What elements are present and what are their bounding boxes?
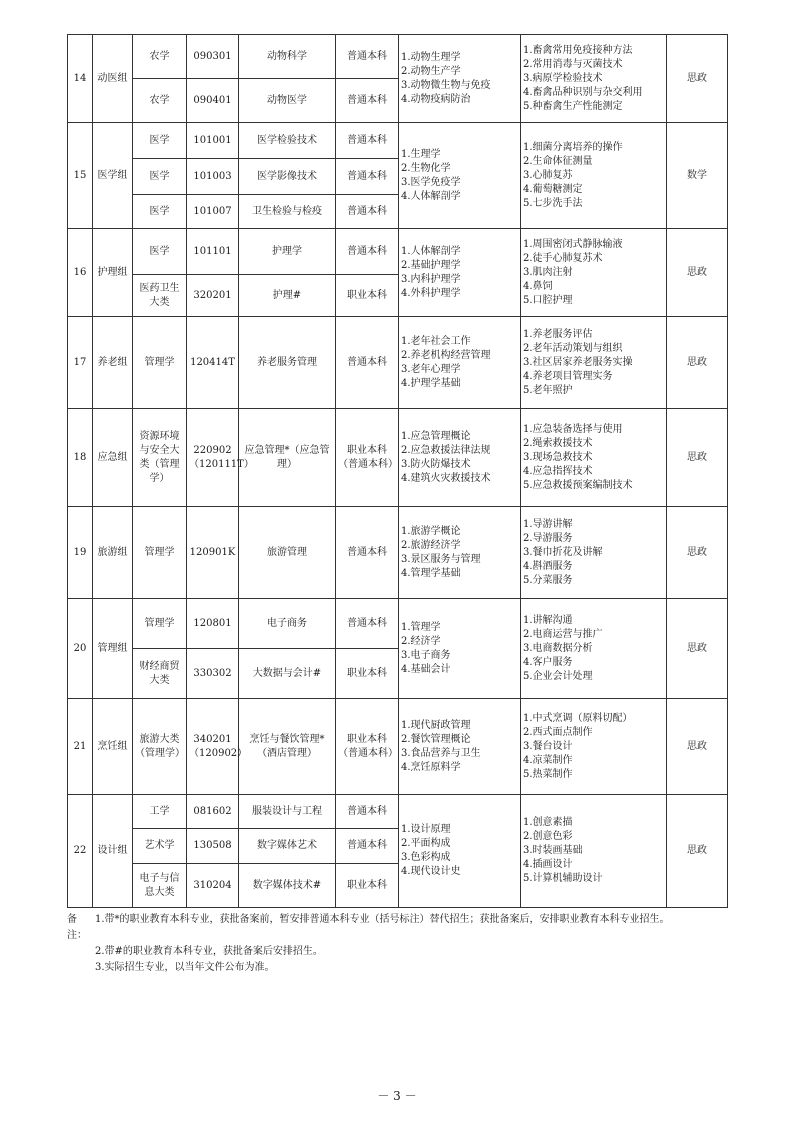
skill-items-item: 5.计算机辅助设计 xyxy=(523,873,603,884)
skill-items-item: 1.畜禽常用免疫接种方法 xyxy=(523,44,633,56)
major-code-cell: 101101 xyxy=(187,229,239,275)
major-name-cell: 旅游管理 xyxy=(239,507,336,599)
category-cell: 管理学 xyxy=(133,317,187,409)
theory-subjects-item: 1.老年社会工作 xyxy=(401,335,471,347)
extra-subject: 思政 xyxy=(667,317,728,409)
skill-items-item: 4.葡萄糖测定 xyxy=(523,183,583,195)
major-code-cell: 330302 xyxy=(187,649,239,699)
table-row xyxy=(68,699,728,795)
major-code-cell: 090401 xyxy=(187,79,239,123)
theory-subjects-item: 4.烹饪原料学 xyxy=(401,761,461,773)
theory-subjects xyxy=(399,599,521,699)
skill-items-item: 2.创意色彩 xyxy=(523,831,573,842)
theory-subjects xyxy=(399,795,521,908)
theory-subjects-item: 1.应急管理概论 xyxy=(401,430,471,442)
page-number: － 3 － xyxy=(377,1089,417,1103)
group-number: 15 xyxy=(68,123,93,229)
theory-subjects-item: 2.动物生产学 xyxy=(401,65,461,77)
theory-subjects xyxy=(399,409,521,507)
group-number: 18 xyxy=(68,409,93,507)
major-name-cell: 电子商务 xyxy=(239,599,336,649)
level-cell: 普通本科 xyxy=(336,79,399,123)
major-code-cell: 320201 xyxy=(187,275,239,317)
group-name: 烹饪组 xyxy=(93,699,133,795)
theory-subjects-item: 2.平面构成 xyxy=(401,838,451,849)
theory-subjects-item: 4.护理学基础 xyxy=(401,377,461,389)
skill-items-item: 4.畜禽品种识别与杂交利用 xyxy=(523,86,643,98)
major-code-cell: 130508 xyxy=(187,829,239,864)
major-code-cell: 101007 xyxy=(187,195,239,229)
major-name-cell: 护理学 xyxy=(239,229,336,275)
theory-subjects-item: 4.管理学基础 xyxy=(401,567,461,579)
group-name: 动医组 xyxy=(93,35,133,123)
category-cell: 工学 xyxy=(133,795,187,829)
theory-subjects xyxy=(399,35,521,123)
table-row xyxy=(68,409,728,507)
skill-items xyxy=(521,699,667,795)
level-cell: 普通本科 xyxy=(336,159,399,195)
theory-subjects-item: 2.经济学 xyxy=(401,635,441,647)
skill-items-item: 5.老年照护 xyxy=(523,384,573,396)
group-number: 20 xyxy=(68,599,93,699)
category-cell: 医学 xyxy=(133,195,187,229)
skill-items-item: 4.应急指挥技术 xyxy=(523,465,593,477)
skill-items-item: 1.细菌分离培养的操作 xyxy=(523,141,623,153)
theory-subjects-item: 2.应急救援法律法规 xyxy=(401,444,491,456)
theory-subjects xyxy=(399,123,521,229)
table-row xyxy=(68,795,728,829)
theory-subjects-item: 3.老年心理学 xyxy=(401,363,461,375)
group-name: 设计组 xyxy=(93,795,133,908)
notes-label: 备注： xyxy=(67,914,87,941)
theory-subjects-item: 3.动物微生物与免疫 xyxy=(401,79,491,91)
group-name: 管理组 xyxy=(93,599,133,699)
theory-subjects-item: 2.基础护理学 xyxy=(401,259,461,271)
group-number: 14 xyxy=(68,35,93,123)
theory-subjects-item: 1.动物生理学 xyxy=(401,51,461,63)
level-cell: 职业本科（普通本科） xyxy=(336,699,399,795)
level-cell: 普通本科 xyxy=(336,829,399,864)
skill-items-item: 5.热菜制作 xyxy=(523,768,573,780)
theory-subjects-item: 1.管理学 xyxy=(401,621,441,633)
category-cell: 医学 xyxy=(133,159,187,195)
level-cell: 职业本科（普通本科） xyxy=(336,409,399,507)
major-code-cell: 120414T xyxy=(187,317,239,409)
major-name-cell: 医学检验技术 xyxy=(239,123,336,159)
major-name-cell: 服装设计与工程 xyxy=(239,795,336,829)
extra-subject: 思政 xyxy=(667,795,728,908)
skill-items-item: 3.病原学检验技术 xyxy=(523,72,603,84)
theory-subjects-item: 2.养老机构经营管理 xyxy=(401,349,491,361)
skill-items-item: 2.老年活动策划与组织 xyxy=(523,342,623,354)
level-cell: 职业本科 xyxy=(336,649,399,699)
major-name-cell: 应急管理*（应急管理） xyxy=(239,409,336,507)
major-code-cell: 101001 xyxy=(187,123,239,159)
major-name-cell: 养老服务管理 xyxy=(239,317,336,409)
skill-items-item: 1.中式烹调（原料切配） xyxy=(523,712,633,724)
skill-items-item: 1.养老服务评估 xyxy=(523,328,593,340)
skill-items-item: 2.徒手心肺复苏术 xyxy=(523,252,603,264)
major-name-cell: 动物科学 xyxy=(239,35,336,79)
major-name-cell: 数字媒体艺术 xyxy=(239,829,336,864)
major-name-cell: 大数据与会计# xyxy=(239,649,336,699)
skill-items-item: 4.鼻饲 xyxy=(523,280,553,292)
category-cell: 医药卫生大类 xyxy=(133,275,187,317)
group-name: 医学组 xyxy=(93,123,133,229)
skill-items-item: 3.电商数据分析 xyxy=(523,642,593,654)
major-name-cell: 烹饪与餐饮管理*（酒店管理） xyxy=(239,699,336,795)
skill-items-item: 1.创意素描 xyxy=(523,817,573,828)
level-cell: 职业本科 xyxy=(336,275,399,317)
skill-items-item: 4.凉菜制作 xyxy=(523,754,573,766)
extra-subject: 思政 xyxy=(667,507,728,599)
skill-items-item: 2.常用消毒与灭菌技术 xyxy=(523,58,623,70)
theory-subjects-item: 3.食品营养与卫生 xyxy=(401,747,481,759)
note-item: 3.实际招生专业，以当年文件公布为准。 xyxy=(95,962,275,973)
extra-subject: 思政 xyxy=(667,699,728,795)
skill-items-item: 3.现场急救技术 xyxy=(523,451,593,463)
skill-items-item: 1.讲解沟通 xyxy=(523,614,573,626)
theory-subjects xyxy=(399,699,521,795)
level-cell: 普通本科 xyxy=(336,229,399,275)
theory-subjects xyxy=(399,507,521,599)
level-cell: 普通本科 xyxy=(336,317,399,409)
level-cell: 普通本科 xyxy=(336,507,399,599)
major-code-cell: 081602 xyxy=(187,795,239,829)
extra-subject: 思政 xyxy=(667,35,728,123)
theory-subjects xyxy=(399,229,521,317)
major-code-cell: 101003 xyxy=(187,159,239,195)
theory-subjects-item: 1.旅游学概论 xyxy=(401,525,461,537)
theory-subjects-item: 4.现代设计史 xyxy=(401,866,461,877)
note-item: 2.带#的职业教育本科专业，获批备案后安排招生。 xyxy=(95,946,323,957)
skill-items-item: 5.七步洗手法 xyxy=(523,197,583,209)
theory-subjects-item: 1.现代厨政管理 xyxy=(401,719,471,731)
group-name: 旅游组 xyxy=(93,507,133,599)
theory-subjects-item: 3.医学免疫学 xyxy=(401,176,461,188)
major-code-cell: 220902（120111T） xyxy=(187,409,239,507)
major-code-cell: 340201（120902） xyxy=(187,699,239,795)
table-row xyxy=(68,123,728,159)
skill-items xyxy=(521,317,667,409)
theory-subjects-item: 3.电子商务 xyxy=(401,649,451,661)
theory-subjects-item: 4.人体解剖学 xyxy=(401,190,461,202)
theory-subjects-item: 1.生理学 xyxy=(401,148,441,160)
skill-items-item: 3.餐巾折花及讲解 xyxy=(523,546,603,558)
skill-items-item: 3.心肺复苏 xyxy=(523,169,573,181)
skill-items-item: 2.生命体征测量 xyxy=(523,155,593,167)
theory-subjects-item: 3.内科护理学 xyxy=(401,273,461,285)
category-cell: 艺术学 xyxy=(133,829,187,864)
skill-items xyxy=(521,599,667,699)
group-name: 养老组 xyxy=(93,317,133,409)
table-row xyxy=(68,317,728,409)
major-name-cell: 数字媒体技术# xyxy=(239,864,336,908)
skill-items-item: 2.电商运营与推广 xyxy=(523,628,603,640)
theory-subjects-item: 2.旅游经济学 xyxy=(401,539,461,551)
skill-items-item: 3.餐台设计 xyxy=(523,740,573,752)
category-cell: 管理学 xyxy=(133,599,187,649)
theory-subjects-item: 3.景区服务与管理 xyxy=(401,553,481,565)
level-cell: 普通本科 xyxy=(336,599,399,649)
theory-subjects-item: 4.建筑火灾救援技术 xyxy=(401,472,491,484)
skill-items-item: 4.客户服务 xyxy=(523,656,573,668)
category-cell: 电子与信息大类 xyxy=(133,864,187,908)
group-number: 22 xyxy=(68,795,93,908)
table-row xyxy=(68,507,728,599)
skill-items-item: 4.插画设计 xyxy=(523,859,573,870)
major-name-cell: 医学影像技术 xyxy=(239,159,336,195)
skill-items-item: 5.分菜服务 xyxy=(523,574,573,586)
extra-subject: 数学 xyxy=(667,123,728,229)
major-name-cell: 动物医学 xyxy=(239,79,336,123)
major-name-cell: 护理# xyxy=(239,275,336,317)
major-name-cell: 卫生检验与检疫 xyxy=(239,195,336,229)
category-cell: 财经商贸大类 xyxy=(133,649,187,699)
skill-items-item: 1.导游讲解 xyxy=(523,518,573,530)
theory-subjects-item: 2.生物化学 xyxy=(401,162,451,174)
major-table xyxy=(67,34,728,908)
theory-subjects-item: 4.基础会计 xyxy=(401,663,451,675)
skill-items xyxy=(521,229,667,317)
extra-subject: 思政 xyxy=(667,409,728,507)
extra-subject: 思政 xyxy=(667,599,728,699)
level-cell: 普通本科 xyxy=(336,195,399,229)
extra-subject: 思政 xyxy=(667,229,728,317)
table-row xyxy=(68,229,728,275)
category-cell: 农学 xyxy=(133,35,187,79)
skill-items-item: 4.斟酒服务 xyxy=(523,560,573,572)
skill-items xyxy=(521,35,667,123)
skill-items-item: 4.养老项目管理实务 xyxy=(523,370,613,382)
table-row xyxy=(68,599,728,649)
category-cell: 管理学 xyxy=(133,507,187,599)
skill-items-item: 3.社区居家养老服务实操 xyxy=(523,356,633,368)
major-code-cell: 120901K xyxy=(187,507,239,599)
category-cell: 农学 xyxy=(133,79,187,123)
theory-subjects-item: 3.防火防爆技术 xyxy=(401,458,471,470)
note-item: 1.带*的职业教育本科专业，获批备案前，暂安排普通本科专业（括号标注）替代招生；获批备案后，安排职业教育本科专业招生。 xyxy=(95,914,670,925)
group-number: 16 xyxy=(68,229,93,317)
skill-items-item: 5.企业会计处理 xyxy=(523,670,593,682)
skill-items-item: 1.周围密闭式静脉输液 xyxy=(523,238,623,250)
major-code-cell: 090301 xyxy=(187,35,239,79)
skill-items xyxy=(521,507,667,599)
group-name: 护理组 xyxy=(93,229,133,317)
skill-items-item: 1.应急装备选择与使用 xyxy=(523,423,623,435)
theory-subjects-item: 4.外科护理学 xyxy=(401,287,461,299)
theory-subjects-item: 3.色彩构成 xyxy=(401,852,451,863)
skill-items xyxy=(521,795,667,908)
table-row xyxy=(68,35,728,79)
level-cell: 普通本科 xyxy=(336,123,399,159)
group-number: 21 xyxy=(68,699,93,795)
skill-items-item: 2.绳索救援技术 xyxy=(523,437,593,449)
skill-items xyxy=(521,123,667,229)
group-number: 19 xyxy=(68,507,93,599)
level-cell: 普通本科 xyxy=(336,35,399,79)
major-code-cell: 310204 xyxy=(187,864,239,908)
theory-subjects-item: 2.餐饮管理概论 xyxy=(401,733,471,745)
category-cell: 医学 xyxy=(133,229,187,275)
group-name: 应急组 xyxy=(93,409,133,507)
skill-items-item: 3.肌肉注射 xyxy=(523,266,573,278)
skill-items-item: 5.应急救援预案编制技术 xyxy=(523,479,633,491)
skill-items xyxy=(521,409,667,507)
theory-subjects-item: 4.动物疫病防治 xyxy=(401,93,471,105)
skill-items-item: 3.时装画基础 xyxy=(523,845,583,856)
level-cell: 普通本科 xyxy=(336,795,399,829)
category-cell: 资源环境与安全大类（管理学） xyxy=(133,409,187,507)
theory-subjects-item: 1.人体解剖学 xyxy=(401,245,461,257)
group-number: 17 xyxy=(68,317,93,409)
skill-items-item: 5.种畜禽生产性能测定 xyxy=(523,100,623,112)
theory-subjects-item: 1.设计原理 xyxy=(401,824,451,835)
category-cell: 医学 xyxy=(133,123,187,159)
skill-items-item: 5.口腔护理 xyxy=(523,294,573,306)
skill-items-item: 2.导游服务 xyxy=(523,532,573,544)
skill-items-item: 2.西式面点制作 xyxy=(523,726,593,738)
major-code-cell: 120801 xyxy=(187,599,239,649)
notes xyxy=(67,912,747,976)
theory-subjects xyxy=(399,317,521,409)
category-cell: 旅游大类（管理学） xyxy=(133,699,187,795)
level-cell: 职业本科 xyxy=(336,864,399,908)
